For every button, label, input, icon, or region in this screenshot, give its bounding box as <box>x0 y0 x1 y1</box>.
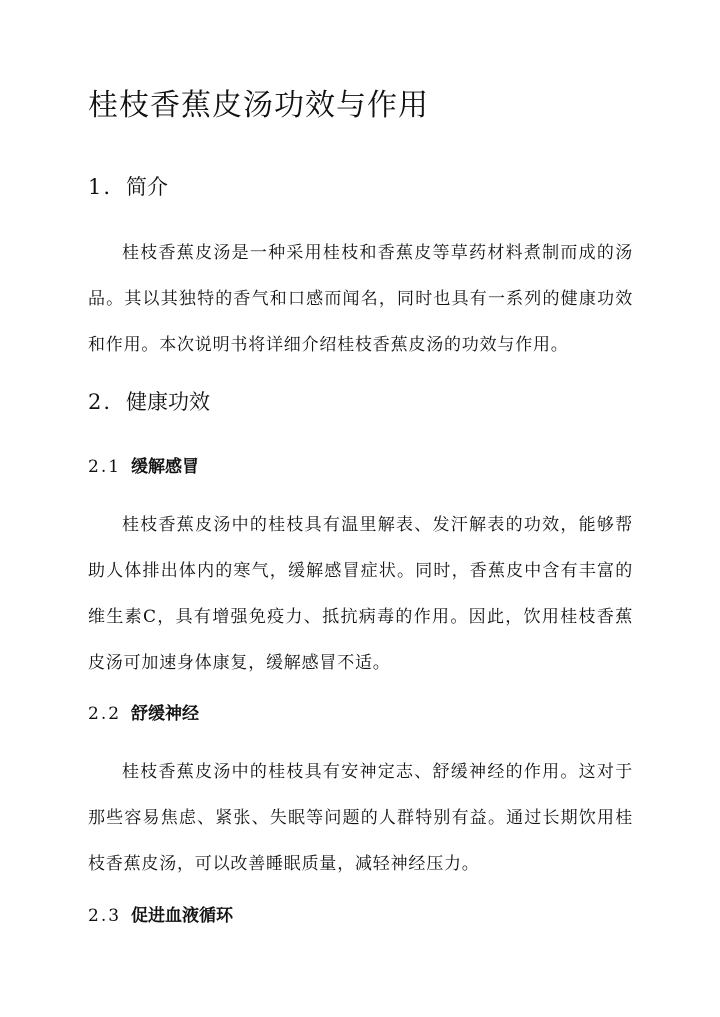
subsection-title: 缓解感冒 <box>131 457 200 477</box>
subsection-title: 舒缓神经 <box>131 704 200 724</box>
section-number: 1. <box>88 175 113 199</box>
section-number: 2. <box>88 390 113 414</box>
intro-paragraph: 桂枝香蕉皮汤是一种采用桂枝和香蕉皮等草药材料煮制而成的汤品。其以其独特的香气和口感而闻名，同时也具有一系列的健康功效和作用。本次说明书将详细介绍桂枝香蕉皮汤的功效与作用。 <box>88 243 633 355</box>
subsection-heading-soothe-nerves <box>88 701 199 727</box>
section-heading-health-benefits <box>88 387 210 417</box>
section-title: 健康功效 <box>126 390 211 414</box>
section-heading-intro <box>88 172 168 202</box>
soothe-nerves-paragraph: 桂枝香蕉皮汤中的桂枝具有安神定志、舒缓神经的作用。这对于那些容易焦虑、紧张、失眠等问题的人群特别有益。通过长期饮用桂枝香蕉皮汤，可以改善睡眠质量，减轻神经压力。 <box>88 762 633 874</box>
cold-relief-paragraph: 桂枝香蕉皮汤中的桂枝具有温里解表、发汗解表的功效，能够帮助人体排出体内的寒气，缓解感冒症状。同时，香蕉皮中含有丰富的维生素C，具有增强免疫力、抵抗病毒的作用。因此，饮用桂枝香蕉皮汤可加速身体康复，缓解感冒不适。 <box>88 515 633 673</box>
subsection-number: 2.1 <box>88 457 122 477</box>
subsection-title: 促进血液循环 <box>131 906 234 926</box>
section-title: 简介 <box>126 175 169 199</box>
subsection-heading-cold-relief <box>88 454 199 480</box>
subsection-heading-blood-circulation <box>88 903 233 929</box>
subsection-number: 2.3 <box>88 906 122 926</box>
document-title: 桂枝香蕉皮汤功效与作用 <box>88 88 429 123</box>
subsection-number: 2.2 <box>88 704 122 724</box>
